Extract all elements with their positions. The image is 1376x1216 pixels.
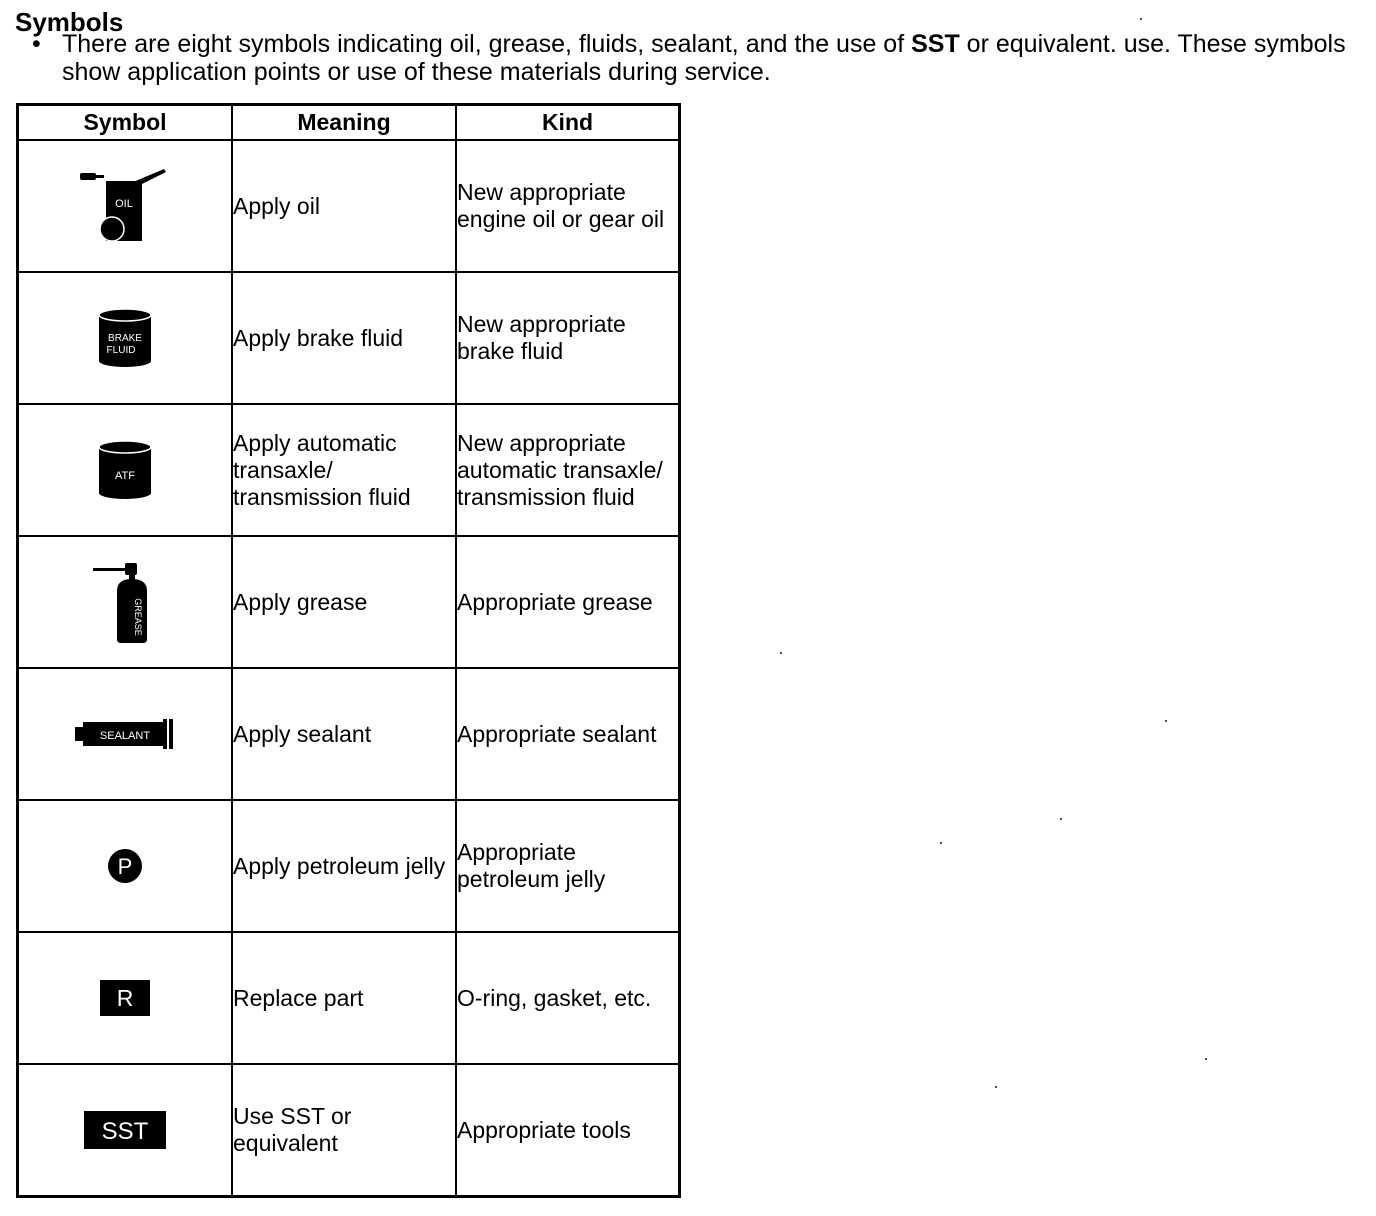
symbol-cell (18, 800, 233, 932)
symbol-cell (18, 932, 233, 1064)
meaning-cell (232, 536, 456, 668)
symbol-cell (18, 272, 233, 404)
meaning-cell (232, 140, 456, 272)
intro-text-start: There are eight symbols indicating oil, grease, fluids, sealant, and the use of (62, 30, 912, 58)
page-title: Symbols (15, 7, 124, 37)
replace-part-icon (100, 980, 150, 1016)
brake-icon-label-line1: BRAKE (108, 333, 142, 344)
meaning-cell (232, 272, 456, 404)
table-row (18, 800, 680, 932)
intro-text-end: or equivalent. use. These symbols show application points or use of these materials during service. (62, 30, 1346, 86)
kind-cell (456, 272, 680, 404)
table-row (18, 668, 680, 800)
atf-can-icon (97, 439, 153, 501)
kind-cell (456, 404, 680, 536)
table-row (18, 536, 680, 668)
intro-paragraph (32, 30, 1362, 86)
header-symbol: Symbol (18, 105, 233, 141)
scan-speck (940, 842, 942, 844)
table-row (18, 932, 680, 1064)
meaning-text: Apply automatic transaxle/ transmission fluid (233, 429, 411, 510)
table-row (18, 404, 680, 536)
bullet-icon: • (32, 30, 41, 58)
symbol-cell (18, 668, 233, 800)
meaning-text: Apply grease (233, 588, 368, 615)
kind-cell (456, 536, 680, 668)
symbols-table (16, 103, 681, 1198)
sealant-tube-icon (75, 719, 175, 749)
meaning-text: Apply sealant (233, 720, 372, 747)
meaning-cell (232, 800, 456, 932)
symbol-cell (18, 140, 233, 272)
kind-text: Appropriate sealant (457, 720, 657, 747)
r-icon-label: R (116, 985, 134, 1011)
grease-icon-label: GREASE (133, 598, 143, 636)
sst-icon-label: SST (101, 1118, 149, 1145)
kind-text: Appropriate petroleum jelly (457, 839, 606, 892)
meaning-text: Apply petroleum jelly (233, 852, 446, 879)
meaning-cell (232, 932, 456, 1064)
kind-cell (456, 140, 680, 272)
kind-cell (456, 932, 680, 1064)
symbol-cell (18, 1064, 233, 1197)
scan-speck (780, 652, 782, 654)
kind-cell (456, 1064, 680, 1197)
header-meaning: Meaning (232, 105, 456, 141)
scan-speck (1165, 720, 1167, 722)
scan-speck (1205, 1058, 1207, 1060)
p-icon-label: P (117, 854, 133, 879)
oil-icon-label: OIL (115, 198, 133, 210)
kind-text: New appropriate automatic transaxle/ transmission fluid (457, 429, 663, 510)
meaning-cell (232, 404, 456, 536)
atf-icon-label: ATF (115, 470, 135, 482)
meaning-text: Apply oil (233, 192, 320, 219)
table-row (18, 1064, 680, 1197)
table-row (18, 272, 680, 404)
kind-cell (456, 800, 680, 932)
table-header-row (18, 105, 680, 141)
petroleum-jelly-icon (107, 848, 143, 884)
scan-speck (995, 1086, 997, 1088)
brake-fluid-can-icon (97, 307, 153, 369)
table-row (18, 140, 680, 272)
grease-gun-icon (93, 561, 157, 643)
kind-text: Appropriate grease (457, 588, 653, 615)
header-kind: Kind (456, 105, 680, 141)
brake-icon-label-line2: FLUID (106, 345, 136, 356)
meaning-text: Use SST or equivalent (233, 1103, 352, 1156)
scan-speck (1140, 18, 1142, 20)
scan-speck (1060, 818, 1062, 820)
oil-can-icon (80, 169, 170, 243)
meaning-cell (232, 668, 456, 800)
sst-icon (84, 1111, 166, 1149)
sealant-icon-label: SEALANT (99, 730, 151, 742)
symbol-cell (18, 404, 233, 536)
meaning-cell (232, 1064, 456, 1197)
kind-text: O-ring, gasket, etc. (457, 984, 652, 1011)
meaning-text: Apply brake fluid (233, 324, 404, 351)
kind-cell (456, 668, 680, 800)
meaning-text: Replace part (233, 984, 364, 1011)
symbol-cell (18, 536, 233, 668)
kind-text: New appropriate engine oil or gear oil (457, 179, 665, 232)
kind-text: Appropriate tools (457, 1116, 631, 1143)
intro-text-bold: SST (911, 30, 960, 58)
kind-text: New appropriate brake fluid (457, 311, 626, 364)
